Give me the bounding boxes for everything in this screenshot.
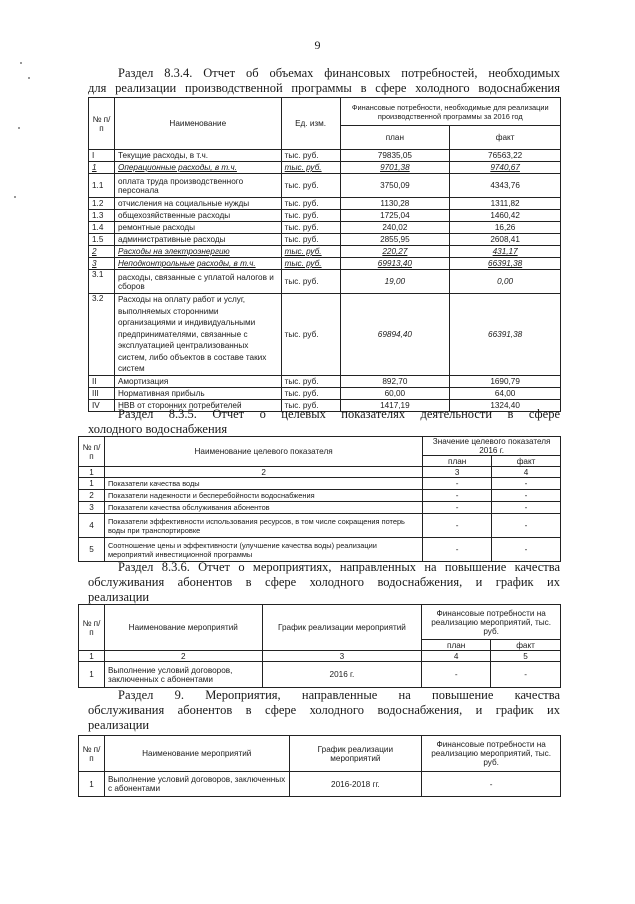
cell-fact: - [492,538,561,562]
col-name-header: Наименование мероприятий [104,736,289,772]
col-fact-header: факт [492,456,561,467]
table-row [89,222,561,234]
table-row [79,538,561,562]
cell-unit: тыс. руб. [281,246,340,258]
col-unit-header: Ед. изм. [281,98,340,150]
cell-num: 2 [79,490,105,502]
cell-name: Показатели качества обслуживания абонентов [104,502,422,514]
cell-schedule: 2016 г. [262,662,422,688]
cell-name: НВВ от сторонних потребителей [114,399,281,411]
cell-unit: тыс. руб. [281,234,340,246]
cell-plan: - [423,514,492,538]
heading-line: Раздел 8.3.6. Отчет о мероприятиях, направленных на повышение качества [118,560,560,574]
table-835 [78,436,561,562]
cell-name: Текущие расходы, в т.ч. [114,150,281,162]
cell-num: 3.1 [89,270,115,294]
table-row [89,270,561,294]
cell-num: IV [89,399,115,411]
col-name-header: Наименование [114,98,281,150]
cell-fact: 4343,76 [450,174,561,198]
cell-name: Показатели эффективности использования ресурсов, в том числе сокращения потерь воды при транспортировке [104,514,422,538]
cell-fact: 1311,82 [450,198,561,210]
cell-schedule: 2016-2018 гг. [289,772,422,797]
scan-speck [20,62,22,64]
cell-fact: - [492,502,561,514]
col-num-header: № п/п [79,437,105,467]
index-cell: 2 [104,651,262,662]
index-cell: 1 [79,467,105,478]
cell-num: 1 [89,162,115,174]
cell-fact: 1460,42 [450,210,561,222]
index-cell: 3 [262,651,422,662]
scan-speck [18,127,20,129]
cell-fact: 66391,38 [450,294,561,376]
table-row [89,198,561,210]
cell-num: 2 [89,246,115,258]
col-schedule-header: График реализации мероприятий [289,736,422,772]
table-row [89,294,561,376]
cell-unit: тыс. руб. [281,162,340,174]
cell-num: I [89,150,115,162]
cell-plan: 892,70 [340,375,450,387]
cell-num: 4 [79,514,105,538]
table-row [79,478,561,490]
index-cell: 1 [79,651,105,662]
col-fin-header: Финансовые потребности на реализацию мероприятий, тыс. руб. [422,605,561,640]
page-number: 9 [314,38,321,52]
cell-plan: 240,02 [340,222,450,234]
heading-line: обслуживания абонентов в сфере холодного водоснабжения, и график их [88,575,560,589]
col-fin-header: Финансовые потребности, необходимые для реализации производственной программы за 2016 год [340,98,560,126]
col-fact-header: факт [491,640,561,651]
cell-plan: 1725,04 [340,210,450,222]
index-cell: 4 [422,651,491,662]
cell-unit: тыс. руб. [281,387,340,399]
table-row [79,502,561,514]
col-plan-header: план [340,126,450,150]
col-fin-header: Финансовые потребности на реализацию мероприятий, тыс. руб. [422,736,561,772]
cell-name: Расходы на оплату работ и услуг, выполняемых сторонними организациями и индивидуальными предпринимателями, связанные с эксплуатацией централизованных систем, либо объектов в составе таких систем [114,294,281,376]
cell-fact: 0,00 [450,270,561,294]
cell-plan: 1130,28 [340,198,450,210]
cell-num: 1.5 [89,234,115,246]
cell-fact: 66391,38 [450,258,561,270]
table-row [89,210,561,222]
heading-line: Раздел 8.3.5. Отчет о целевых показателях деятельности в сфере [118,407,560,421]
table-834 [88,97,561,412]
table-row [89,258,561,270]
heading-line: для реализации производственной программы в сфере холодного водоснабжения [88,81,560,95]
table-row [79,772,561,797]
col-num-header: № п/п [79,605,105,651]
cell-fact: - [492,478,561,490]
table-row [79,514,561,538]
cell-name: Операционные расходы, в т.ч. [114,162,281,174]
cell-name: Выполнение условий договоров, заключенных с абонентами [104,662,262,688]
cell-plan: - [423,490,492,502]
cell-plan: - [423,478,492,490]
table-row [89,375,561,387]
heading-line: реализации [88,718,150,732]
cell-num: 5 [79,538,105,562]
table-9 [78,735,561,797]
index-row [79,651,561,662]
cell-name: Соотношение цены и эффективности (улучшение качества воды) реализации мероприятий инвестиционной программы [104,538,422,562]
scan-edge [0,0,10,904]
cell-unit: тыс. руб. [281,150,340,162]
col-value-header: Значение целевого показателя 2016 г. [423,437,561,456]
cell-fact: 431,17 [450,246,561,258]
col-name-header: Наименование мероприятий [104,605,262,651]
cell-fact: 2608,41 [450,234,561,246]
cell-fact: 9740,67 [450,162,561,174]
heading-line: холодного водоснабжения [88,422,228,436]
cell-fact: - [491,662,561,688]
cell-fact: 64,00 [450,387,561,399]
table-row [79,490,561,502]
cell-plan: 3750,09 [340,174,450,198]
cell-fact: 76563,22 [450,150,561,162]
cell-num: 1 [79,662,105,688]
index-row [79,467,561,478]
index-cell: 2 [104,467,422,478]
col-num-header: № п/п [89,98,115,150]
cell-num: 1.4 [89,222,115,234]
cell-name: Выполнение условий договоров, заключенных с абонентами [104,772,289,797]
cell-fact: 16,26 [450,222,561,234]
cell-plan: - [423,538,492,562]
cell-num: 3.2 [89,294,115,376]
cell-unit: тыс. руб. [281,210,340,222]
table-row [89,162,561,174]
col-schedule-header: График реализации мероприятий [262,605,422,651]
section-9-heading [88,688,560,733]
table-row [89,246,561,258]
cell-name: административные расходы [114,234,281,246]
cell-unit: тыс. руб. [281,270,340,294]
col-name-header: Наименование целевого показателя [104,437,422,467]
table-row [89,174,561,198]
cell-unit: тыс. руб. [281,222,340,234]
cell-name: Расходы на электроэнергию [114,246,281,258]
col-plan-header: план [422,640,491,651]
table-row [89,234,561,246]
cell-plan: 1417,19 [340,399,450,411]
cell-plan: 79835,05 [340,150,450,162]
cell-fact: 1690,79 [450,375,561,387]
cell-num: 1.3 [89,210,115,222]
cell-num: III [89,387,115,399]
cell-fact: - [492,490,561,502]
col-fact-header: факт [450,126,561,150]
index-cell: 5 [491,651,561,662]
cell-unit: тыс. руб. [281,375,340,387]
cell-plan: 2855,95 [340,234,450,246]
heading-line: обслуживания абонентов в сфере холодного водоснабжения, и график их [88,703,560,717]
cell-name: общехозяйственные расходы [114,210,281,222]
cell-plan: 19,00 [340,270,450,294]
index-cell: 3 [423,467,492,478]
cell-name: оплата труда производственного персонала [114,174,281,198]
cell-num: 1.2 [89,198,115,210]
heading-line: Раздел 9. Мероприятия, направленные на повышение качества [118,688,560,702]
cell-fact: - [492,514,561,538]
cell-unit: тыс. руб. [281,258,340,270]
col-num-header: № п/п [79,736,105,772]
cell-name: Амортизация [114,375,281,387]
cell-unit: тыс. руб. [281,399,340,411]
cell-num: 1 [79,478,105,490]
scan-speck [28,77,30,79]
cell-unit: тыс. руб. [281,198,340,210]
section-835-heading [88,407,560,437]
cell-plan: - [422,662,491,688]
table-row [89,150,561,162]
col-plan-header: план [423,456,492,467]
cell-name: отчисления на социальные нужды [114,198,281,210]
cell-plan: 69913,40 [340,258,450,270]
cell-name: Неподконтрольные расходы, в т.ч. [114,258,281,270]
cell-name: ремонтные расходы [114,222,281,234]
cell-plan: - [423,502,492,514]
table-836 [78,604,561,688]
cell-plan: 9701,38 [340,162,450,174]
cell-num: 3 [79,502,105,514]
index-cell: 4 [492,467,561,478]
scan-speck [14,196,16,198]
table-row [89,387,561,399]
cell-num: 1.1 [89,174,115,198]
table-row [79,662,561,688]
cell-num: 3 [89,258,115,270]
cell-num: 1 [79,772,105,797]
cell-name: Показатели надежности и бесперебойности водоснабжения [104,490,422,502]
cell-plan: 69894,40 [340,294,450,376]
cell-name: Нормативная прибыль [114,387,281,399]
section-836-heading [88,560,560,605]
cell-unit: тыс. руб. [281,294,340,376]
cell-plan: 60,00 [340,387,450,399]
section-834-heading [88,66,560,96]
cell-unit: тыс. руб. [281,174,340,198]
cell-name: расходы, связанные с уплатой налогов и сборов [114,270,281,294]
cell-plan: 220,27 [340,246,450,258]
heading-line: Раздел 8.3.4. Отчет об объемах финансовых потребностей, необходимых [118,66,560,80]
cell-num: II [89,375,115,387]
cell-name: Показатели качества воды [104,478,422,490]
cell-fin: - [422,772,561,797]
cell-fact: 1324,40 [450,399,561,411]
heading-line: реализации [88,590,150,604]
